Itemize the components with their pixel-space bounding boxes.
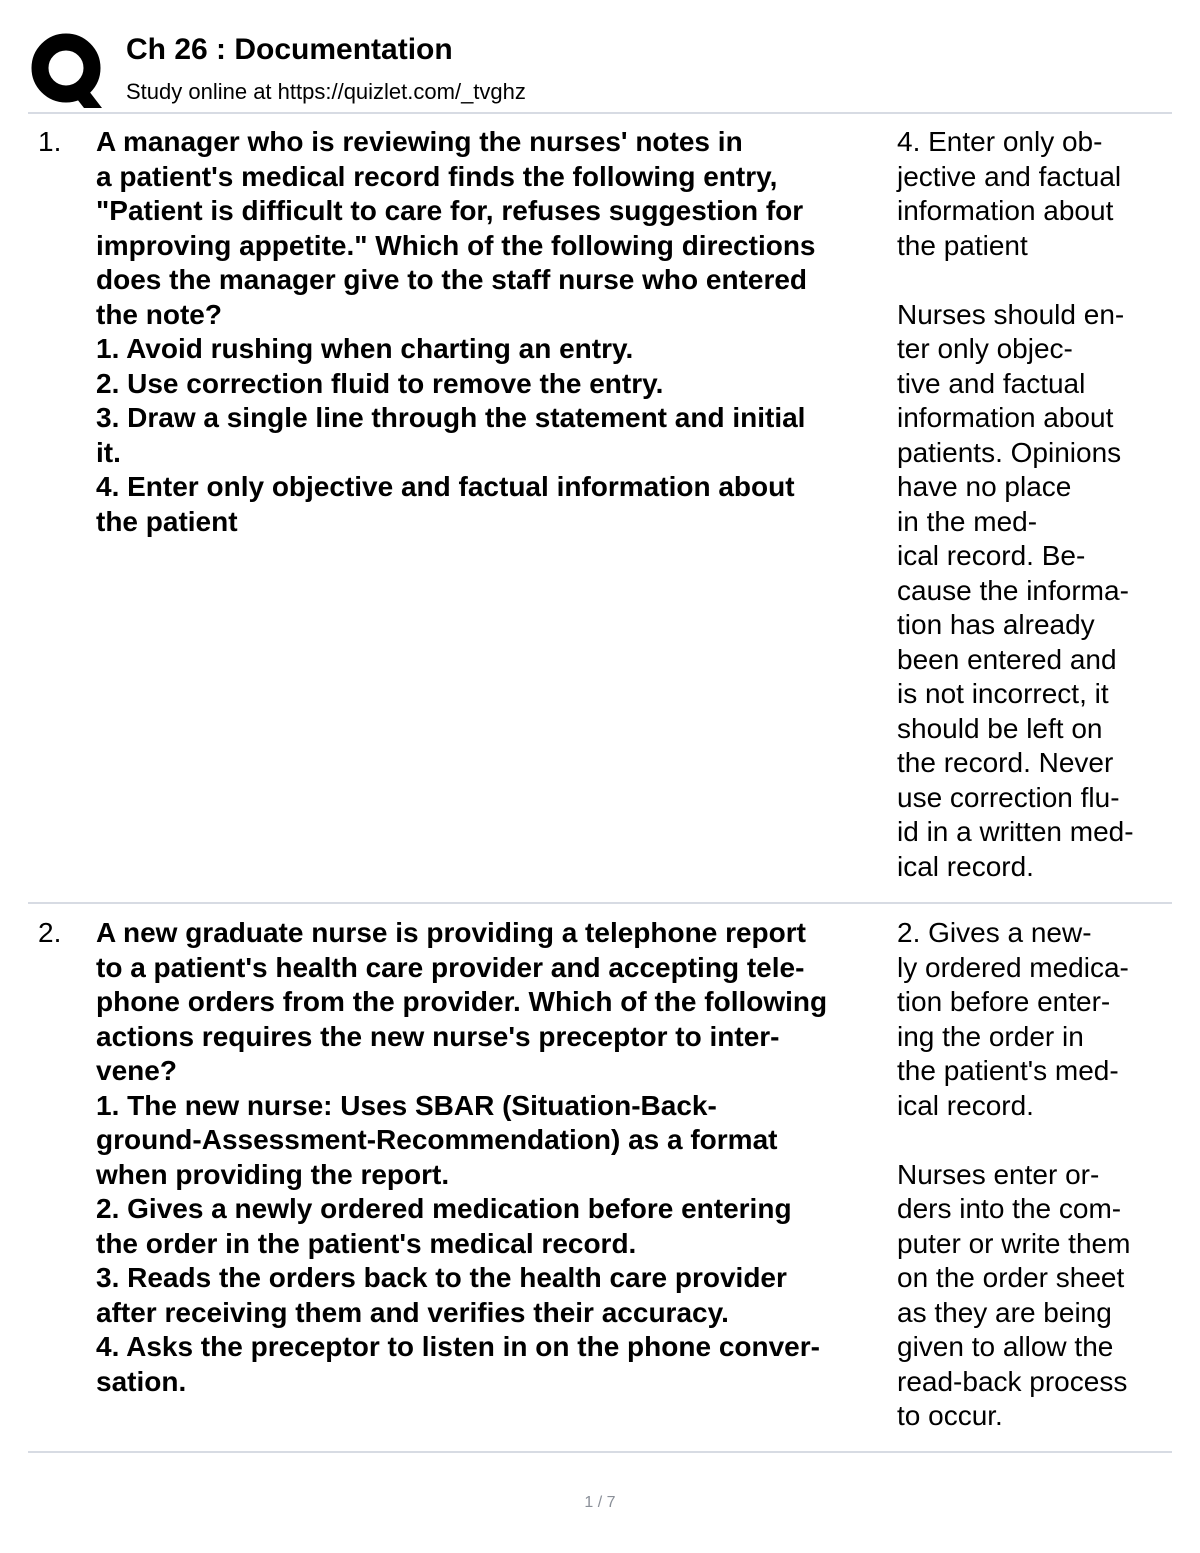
card-question: A manager who is reviewing the nurses' notes in a patient's medical record finds the following entry, "Patient is difficult to care for, refuses suggestion for improving appetite." Which of the following directions does the manager give to the staff nurse who entered the note? 1. Avoid rushing when charting an entry. 2. Use correction fluid to remove the entry. 3. Draw a single line through the statement and initial it. 4. Enter only objective and factual information about the patient xyxy=(96,126,816,537)
study-link[interactable]: Study online at https://quizlet.com/_tvghz xyxy=(126,79,526,104)
card-number: 1. xyxy=(38,126,62,157)
page-header xyxy=(28,26,1168,110)
card-number: 2. xyxy=(38,917,62,948)
card-answer: 2. Gives a new- ly ordered medica- tion before enter- ing the order in the patient's med- ical record. Nurses enter or- ders into the com- puter or write them on the order sheet as they are being given to allow the read-back process to occur. xyxy=(897,917,1131,1431)
divider xyxy=(28,1451,1172,1453)
card-question: A new graduate nurse is providing a telephone report to a patient's health care provider and accepting tele- phone orders from the provider. Which of the following actions requires the new nurse's preceptor to inter- vene? 1. The new nurse: Uses SBAR (Situation-Back- ground-Assessment-Recommendation) as a format when providing the report. 2. Gives a newly ordered medication before entering the order in the patient's medical record. 3. Reads the orders back to the health care provider after receiving them and verifies their accuracy. 4. Asks the preceptor to listen in on the phone conver- sation. xyxy=(96,917,828,1397)
flashcard xyxy=(0,916,1200,1436)
divider xyxy=(28,902,1172,904)
page-title: Ch 26 : Documentation xyxy=(126,33,453,66)
page-number: 1 / 7 xyxy=(584,1494,616,1511)
divider xyxy=(28,112,1172,114)
flashcard xyxy=(0,125,1200,885)
quizlet-logo xyxy=(30,32,106,108)
card-answer: 4. Enter only ob- jective and factual information about the patient Nurses should en- ter only objec- tive and factual information about patients. Opinions have no place in the med- ical record. Be- cause the informa- tion has already been entered and is not incorrect, it should be left on the record. Never use correction flu- id in a written med- ical record. xyxy=(897,126,1134,882)
